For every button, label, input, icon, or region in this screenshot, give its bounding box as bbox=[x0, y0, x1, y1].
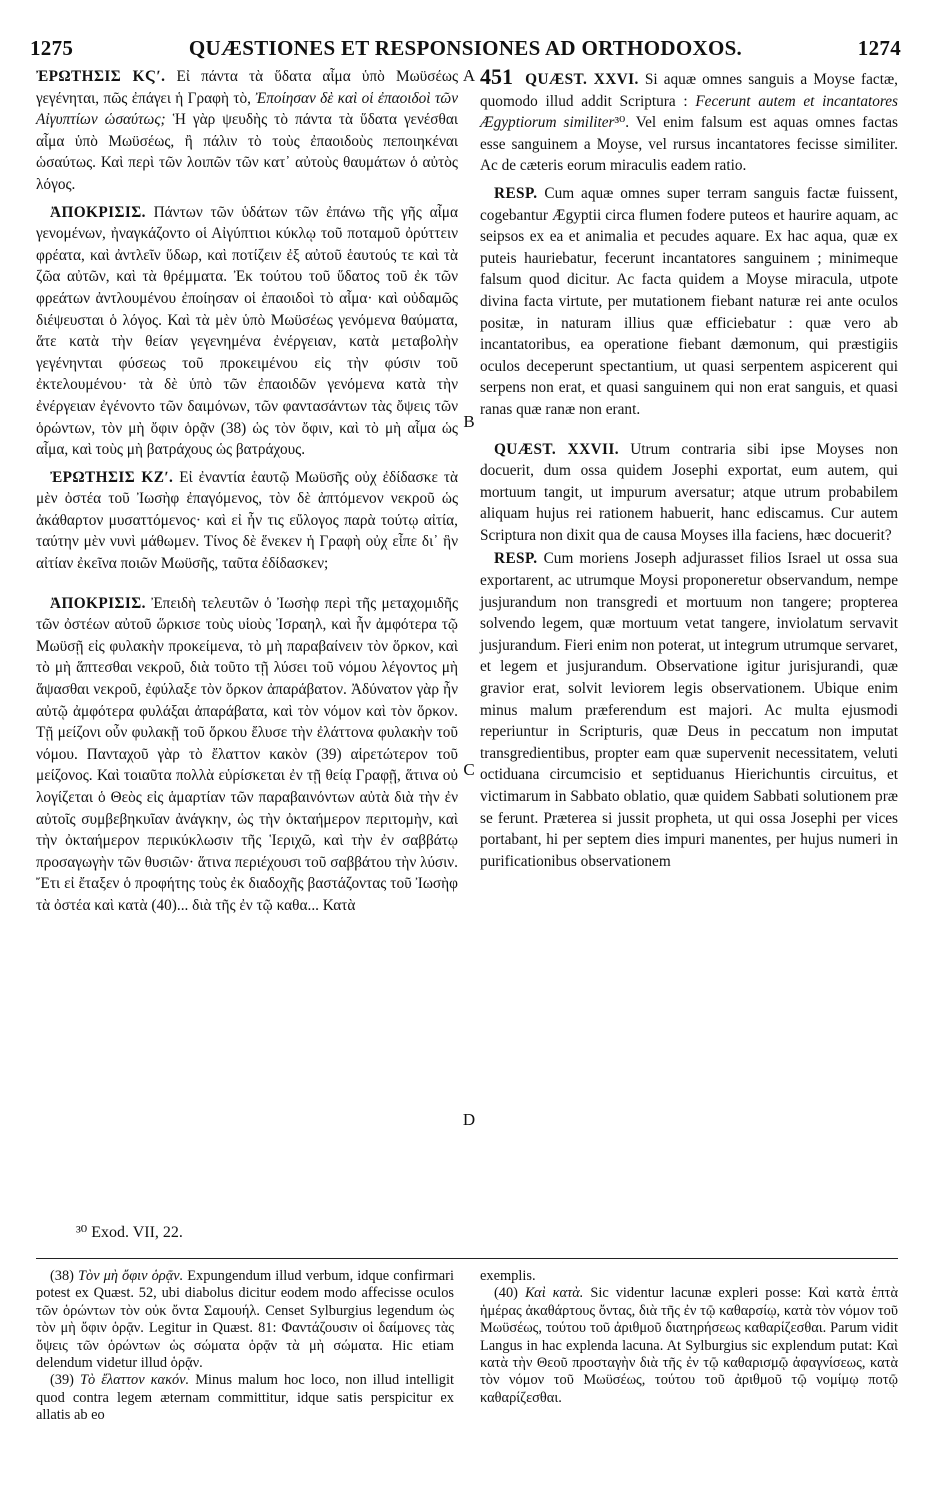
note-38: (38) Τὸν μὴ ὄφιν ὁρᾷν. Expungendum illud verbum, idque confirmari potest ex Quæst. 52, ubi diabolus dicitur eodem modo affecisse oculos τῶν ὁρώντων τὸν οὐκ ὄντα Σαμουήλ. Censet Sylburgius legendum ὡς τὸν μὴ ὄφιν ὁρᾷν. Legitur in Quæst. 81: Φαντάζουσιν οἱ δαίμονες τὰς ὄψεις τῶν ὁρώντων ὡς σώματα ὁρᾷν τὰ μὴ σώματα. Hic etiam delendum videtur illud ὁρᾷν. bbox=[36, 1268, 454, 1372]
greek-response-27: ἈΠΟΚΡΙΣΙΣ. Ἐπειδὴ τελευτῶν ὁ Ἰωσὴφ περὶ τῆς μεταχομιδῆς τῶν ὀστέων αὐτοῦ ὥρκισε τοὺς υἱοὺς Ἰσραηλ, καὶ ἦν ἀμφότερα τῷ Μωϋσῇ εἰς φυλακὴν προκείμενα, τὸ μὴ παραβαίνειν τὸν ὅρκον, καὶ τὸ μὴ ἅπτεσθαι νεκροῦ, διὰ τοῦτο τῇ λύσει τοῦ νόμου λέγοντος μὴ ἅψασθαι νεκροῦ, ἐφύλαξε τὸν ὅρκον ἀπαράβατον. Ἀδύνατον γὰρ ἦν αὐτῷ ἀμφότερα φυλάξαι ἀπαράβατα, καὶ τὸν νόμον καὶ τὸν ὅρκον. Τῇ μείζονι οὖν φυλακῇ τοῦ ὅρκου ἔλυσε τὴν ἐλάττονα φυλακὴν τοῦ νόμου. Πανταχοῦ γὰρ τὸ ἔλαττον κακὸν (39) αἱρετώτερον τοῦ μείζονος. Καὶ τοιαῦτα πολλὰ εὑρίσκεται ἐν τῇ θείᾳ Γραφῇ, ἅτινα οὐ λογίζεται ὁ Θεὸς εἰς ἁμαρτίαν τῶν παραβαινόντων αὐτὰ διὰ τὴν ἐν αὐτοῖς συμβεβηκυῖαν ἀνάγκην, ὡς τὴν ὀκταήμερον περιτομὴν, καὶ τὴν ὀκταήμερον περικύκλωσιν τῆς Ἱεριχῶ, καὶ τὴν ἐν σαββάτῳ προσαγωγὴν τῶν θυσιῶν· ἅτινα περιέχουσι τοῦ σαββάτου τὴν λύσιν. Ἔτι εἰ ἔταξεν ὁ προφήτης τοὺς ἐκ διαδοχῆς βαστάζοντας τοῦ Ἰωσὴφ τὰ ὀστέα καὶ κατὰ (40)... διὰ τῆς ἐν τῷ καθα... Κατὰ bbox=[36, 594, 458, 914]
latin-column bbox=[480, 66, 898, 872]
column-number: 451 bbox=[480, 64, 513, 89]
note-40: (40) Καὶ κατὰ. Sic videntur lacunæ expleri posse: Καὶ κατὰ ἑπτὰ ἡμέρας ἀκαθάρτους ὄντας, διὰ τῆς ἐν τῷ καθαρσίῳ, κατὰ τὸν νόμον τοῦ Μωϋσέως, τούτου τοῦ ἀριθμοῦ διατηρήσεως καθαρίζεσθαι. Parum vidit Langus in hac explenda lacuna. At Sylburgius sic explendum putat: Καὶ κατὰ τὴν Θεοῦ προσταγὴν διὰ τῆς ἐν τῷ καθαρισμῷ ἀφαγνίσεως, κατὰ τὸν νόμον τοῦ Μωϋσέως, τούτου τοῦ ἀριθμοῦ τῷ νομίμῳ ποτῷ καθαρίζεσθαι. bbox=[480, 1285, 899, 1406]
greek-column bbox=[36, 66, 458, 917]
latin-response-26: RESP. Cum aquæ omnes super terram sanguis factæ fuissent, cogebantur Ægyptii circa flumen fodere puteos et haurire aquam, ac seipsos ex ea et animalia et pecudes aquare. Ex hac aqua, quæ ex puteis hauriebatur, fecerunt incantatores sanguinem ; minimeque falsum quod dicitur. Ac facta quidem a Moyse miracula, utpote divina facta virtute, per mutationem fiebant naturæ rei ante oculos positæ, in naturam illius quæ efficiebatur : quæ vero ab incantatoribus, ea operatione fiebant dæmonum, qui præstigiis oculos deceperunt spectantium, ut quasi serpentem aspicerent qui serpens non erat, et quasi sanguinem qui non erat sanguis, et quasi ranas quæ ranæ non erant. bbox=[480, 184, 898, 418]
margin-letter-d: D bbox=[462, 1110, 476, 1129]
notes-right bbox=[480, 1268, 898, 1407]
page-number-right: 1274 bbox=[857, 36, 901, 60]
notes-left bbox=[36, 1268, 454, 1425]
margin-letter-b: B bbox=[463, 412, 475, 431]
margin-letter-a: A bbox=[462, 66, 476, 85]
latin-question-27: QUÆST. XXVII. Utrum contraria sibi ipse Moyses non docuerit, dum ossa quidem Josephi exportat, eum autem, qui mortuum tangit, ut impurum aversatur; atque utrum probabilem aliquam hujus rei rationem habuerit, hanc ediscamus. Cur autem Scriptura non dixit qua de causa Moyses illa faciens, hæc docuerit? bbox=[480, 440, 898, 544]
note-39-continued: exemplis. bbox=[480, 1268, 536, 1284]
notes-divider bbox=[36, 1258, 898, 1259]
greek-question-27: ἘΡΩΤΗΣΙΣ ΚΖʹ. Εἰ ἐναντία ἑαυτῷ Μωϋσῆς οὐχ ἐδίδασκε τὰ μὲν ὀστέα τοῦ Ἰωσὴφ ἐπαγόμενος, τὸν δὲ ἀπτόμενον νεκροῦ ὡς ἀκάθαρτον μυσαττόμενος· καὶ εἰ ἦν τις εὔλογος παρὰ τούτῳ αἰτία, ταύτην μὲν νυνὶ μάθωμεν. Τίνος δὲ ἕνεκεν ἡ Γραφὴ οὐχ εἶπε δι᾽ ἣν αἰτίαν ἐκεῖνα ποιῶν Μωϋσῆς, ταῦτα ἐδίδασκεν; bbox=[36, 468, 458, 573]
note-39: (39) Τὸ ἔλαττον κακόν. Minus malum hoc loco, non illud intelligit quod contra legem æternam committitur, idque satis perspicitur ex allatis ab eo bbox=[36, 1372, 454, 1424]
margin-letter-c: C bbox=[463, 760, 475, 779]
greek-response-26: ἈΠΟΚΡΙΣΙΣ. Πάντων τῶν ὑδάτων τῶν ἐπάνω τῆς γῆς αἷμα γενομένων, ἠναγκάζοντο οἱ Αἰγύπτιοι κύκλῳ τοῦ ποταμοῦ ὀρύττειν φρέατα, καὶ ἀντλεῖν ὕδωρ, καὶ ποτίζειν ἐξ αὐτοῦ ἑαυτούς τε καὶ τὰ ζῶα αὐτῶν, καὶ τὰ θρέμματα. Ἐκ τούτου τοῦ ὕδατος τοῦ ἐκ τῶν φρεάτων ἀντλουμένου ἐποίησαν οἱ ἐπαοιδοὶ τὸ αἷμα· καὶ οὐδαμῶς διέψευσται ὁ λόγος. Καὶ τὰ μὲν ὑπὸ Μωϋσέως γενόμενα θαύματα, ἅτε κατὰ τὴν θείαν γεγενημένα ἐνέργειαν, κατὰ μεταβολὴν γεγένηνται φύσεως τοῦ προκειμένου εἰς τὴν φύσιν τοῦ ἐκτελουμένου· τὰ δὲ ὑπὸ τῶν ἐπαοιδῶν γενόμενα κατὰ τὴν ἐνέργειαν ἐγένοντο τῶν δαιμόνων, τῶν φαντασάντων τὰς ὄψεις τῶν ὁρώντων, τὸν μὴ ὄφιν ὁρᾷν (38) ὡς τὸν ὄφιν, καὶ τὸ μὴ αἷμα ὡς αἷμα, καὶ τοὺς μὴ βατράχους ὡς βατράχους. bbox=[36, 203, 458, 459]
page-number-left: 1275 bbox=[30, 36, 74, 60]
latin-question-26: 451 QUÆST. XXVI. Si aquæ omnes sanguis a Moyse factæ, quomodo illud addit Scriptura : Fecerunt autem et incantatores Ægyptiorum similiter³⁰. Vel enim falsum est aquas omnes factas esse sanguinem a Moyse, vel rursus incantatores fecisse similiter. Ac de cæteris eorum miraculis eadem ratio. bbox=[480, 64, 898, 175]
footnote-reference: ³⁰ Exod. VII, 22. bbox=[76, 1224, 183, 1241]
running-title: QUÆSTIONES ET RESPONSIONES AD ORTHODOXOS. bbox=[188, 36, 743, 60]
greek-question-26: ἘΡΩΤΗΣΙΣ ΚϚʹ. Εἰ πάντα τὰ ὕδατα αἷμα ὑπὸ Μωϋσέως γεγένηται, πῶς ἐπάγει ἡ Γραφὴ τὸ, Ἐποίησαν δὲ καὶ οἱ ἐπαοιδοὶ τῶν Αἰγυπτίων ὡσαύτως; Ἡ γὰρ ψευδὴς τὸ πάντα τὰ ὕδατα γενέσθαι αἷμα ὑπὸ Μωϋσέως, ἢ πάλιν τὸ τοὺς ἐπαοιδοὺς πεποιηκέναι ὡσαύτως. Καὶ περὶ τῶν λοιπῶν τῶν κατ᾽ αὐτοὺς θαυμάτων ὁ αὐτὸς λόγος. bbox=[36, 68, 459, 193]
latin-response-27: RESP. Cum moriens Joseph adjurasset filios Israel ut ossa sua exportarent, ac utrumque Moysi proponeretur observandum, nempe jusjurandum non transgredi et mortuum non tangere; propterea solvendo legem, quæ mortuum vetat tangere, inviolatum servavit jusjurandum. Fieri enim non poterat, ut integrum utrumque servaret, et legem et jusjurandum. Observatione igitur jurisjurandi, quæ gravior erat, solvit leviorem legis observationem. Ubique enim minus malum præferendum est majori. Ac multa ejusmodi reperiuntur in Scripturis, quæ Deus in peccatum non imputat transgredientibus, propter eam quæ supervenit necessitatem, veluti octiduana circumcisio et septiduanus Hierichuntis circuitus, et victimarum in Sabbato oblatio, quæ quidem Sabbati solutionem præ se ferunt. Præterea si jussit propheta, ut qui ossa Josephi per vices portabant, hi per septem dies impuri manentes, per hujus numeri in purificationibus observationem bbox=[480, 550, 899, 870]
running-header bbox=[30, 36, 901, 62]
